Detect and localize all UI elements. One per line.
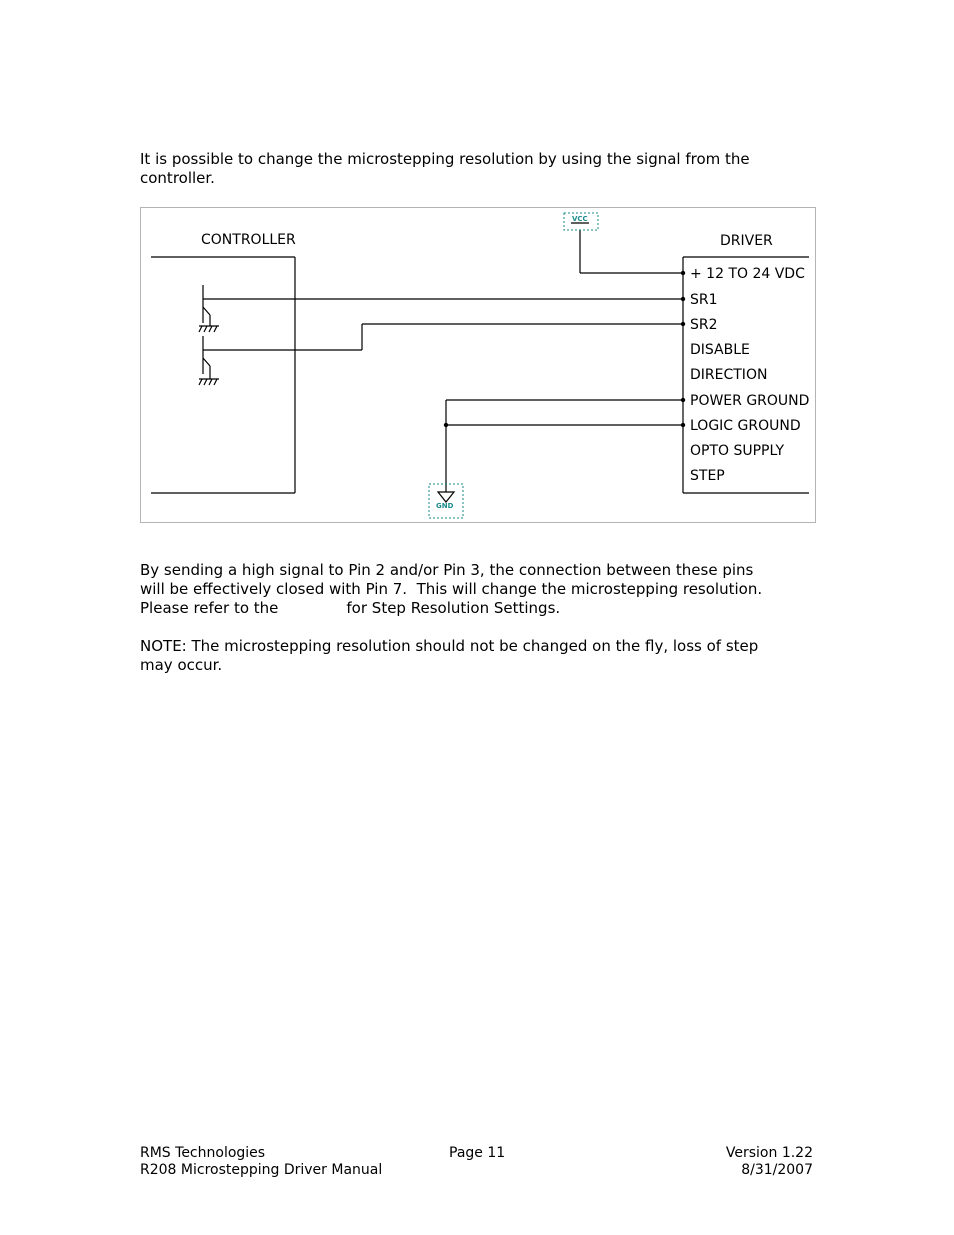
body-line-2: will be effectively closed with Pin 7. This will change the microstepping resolution. <box>140 580 763 598</box>
pin-label-3: SR2 <box>690 317 718 333</box>
controller-label: CONTROLLER <box>201 232 296 248</box>
schematic-svg <box>141 208 817 524</box>
pin-label-8: OPTO SUPPLY <box>690 443 784 459</box>
junction-dots <box>444 271 685 427</box>
intro-line-2: controller. <box>140 169 215 187</box>
pin-label-4: DISABLE <box>690 342 750 358</box>
transistor-2 <box>199 336 362 385</box>
pin-label-7: LOGIC GROUND <box>690 418 801 434</box>
body-paragraph <box>140 561 762 618</box>
body-line-3-end: for Step Resolution Settings. <box>346 599 561 617</box>
signal-wires <box>295 230 683 492</box>
gnd-label: GND <box>436 502 454 510</box>
body-line-1: By sending a high signal to Pin 2 and/or Pin 3, the connection between these pins <box>140 561 754 579</box>
footer-manual-title: R208 Microstepping Driver Manual <box>140 1162 383 1178</box>
body-line-3-start: Please refer to the <box>140 599 279 617</box>
note-line-2: may occur. <box>140 656 223 674</box>
note-line-1: NOTE: The microstepping resolution should not be changed on the fly, loss of step <box>140 637 759 655</box>
footer-date: 8/31/2007 <box>741 1162 813 1178</box>
footer-center <box>449 1145 505 1162</box>
body-line-3 <box>140 599 762 618</box>
footer-page-number: Page 11 <box>449 1145 506 1161</box>
footer-version: Version 1.22 <box>725 1145 813 1161</box>
intro-paragraph <box>140 150 750 188</box>
intro-line-1: It is possible to change the microstepping resolution by using the signal from the <box>140 150 750 168</box>
footer-company: RMS Technologies <box>140 1145 266 1161</box>
wiring-schematic <box>140 207 816 523</box>
driver-label: DRIVER <box>720 233 773 249</box>
driver-pin-labels <box>690 266 809 484</box>
vcc-symbol <box>564 213 598 230</box>
pin-label-5: DIRECTION <box>690 367 768 383</box>
note-paragraph <box>140 637 758 675</box>
footer-right <box>726 1145 813 1179</box>
transistor-1 <box>199 285 295 332</box>
pin-label-1: + 12 TO 24 VDC <box>690 266 805 282</box>
controller-box <box>151 257 295 493</box>
pin-label-2: SR1 <box>690 292 718 308</box>
pin-label-9: STEP <box>690 468 725 484</box>
footer-left <box>140 1145 382 1179</box>
vcc-label: VCC <box>572 215 588 223</box>
pin-label-6: POWER GROUND <box>690 393 810 409</box>
